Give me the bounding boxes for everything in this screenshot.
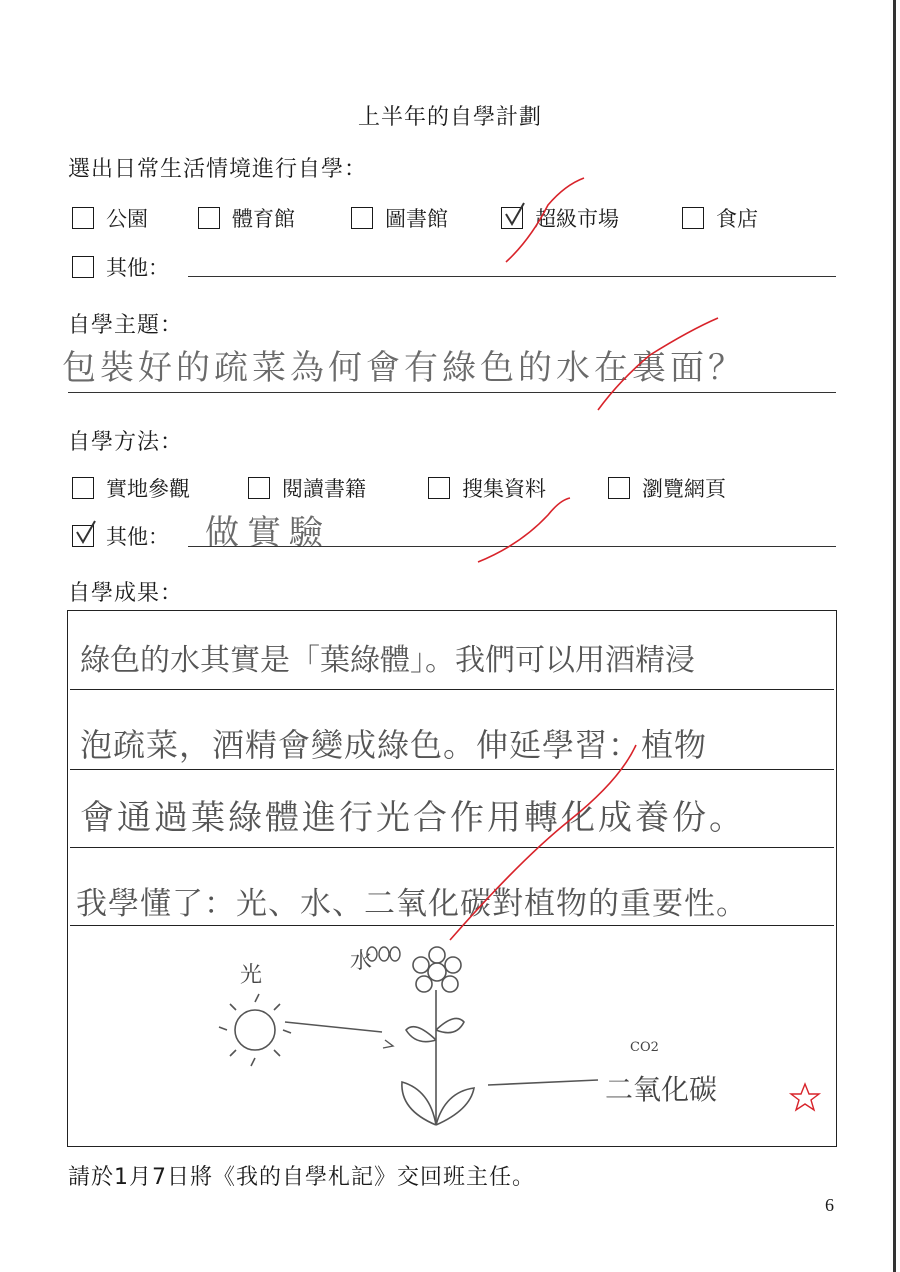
co2-arrow-line — [488, 1080, 598, 1085]
teacher-star-icon — [791, 1084, 819, 1110]
other-label: 其他： — [106, 256, 169, 280]
drawing-label-water: 水 — [350, 949, 373, 974]
page-number: 6 — [825, 1195, 834, 1215]
topic-value: 包裝好的疏菜為何會有綠色的水在裏面？ — [62, 348, 746, 388]
option-label: 搜集資料 — [462, 477, 546, 501]
option-label: 超級市場 — [535, 207, 619, 231]
option-label: 實地參觀 — [106, 477, 190, 501]
drawing-label-co2: 二氧化碳 — [605, 1073, 718, 1106]
option-label: 體育館 — [232, 207, 295, 231]
situation-label: 選出日常生活情境進行自學： — [68, 157, 368, 182]
option-label: 公園 — [106, 207, 148, 231]
option-label: 閱讀書籍 — [282, 477, 366, 501]
option-label: 瀏覽網頁 — [642, 477, 726, 501]
topic-label: 自學主題： — [68, 313, 184, 338]
supermarket-check-mark-icon — [506, 203, 524, 224]
result-line-1: 綠色的水其實是「葉綠體」。我們可以用酒精浸 — [80, 643, 695, 678]
result-line-4: 我學懂了：光、水、二氧化碳對植物的重要性。 — [76, 886, 748, 922]
result-line-3: 會通過葉綠體進行光合作用轉化成養份。 — [80, 798, 746, 838]
result-line-2: 泡疏菜，酒精會變成綠色。伸延學習：植物 — [80, 726, 708, 764]
drawing-label-light: 光 — [240, 963, 263, 988]
light-arrow-head-icon — [383, 1040, 393, 1048]
teacher-red-tick-icon — [450, 178, 718, 940]
result-label: 自學成果： — [68, 581, 184, 606]
other-method-check-mark-icon — [77, 521, 95, 542]
method-other-value: 做實驗 — [205, 513, 331, 553]
water-drops-icon — [367, 947, 400, 961]
drawing-label-co2-formula: CO2 — [630, 1040, 659, 1055]
other-label: 其他： — [106, 525, 169, 549]
page-title: 上半年的自學計劃 — [357, 105, 542, 130]
option-label: 食店 — [716, 207, 758, 231]
sun-icon — [219, 994, 291, 1066]
footer-instruction: 請於1月7日將《我的自學札記》交回班主任。 — [68, 1165, 535, 1190]
option-label: 圖書館 — [385, 207, 448, 231]
light-arrow-line — [285, 1022, 382, 1032]
method-label: 自學方法： — [68, 430, 184, 455]
flower-plant-icon — [402, 947, 474, 1125]
